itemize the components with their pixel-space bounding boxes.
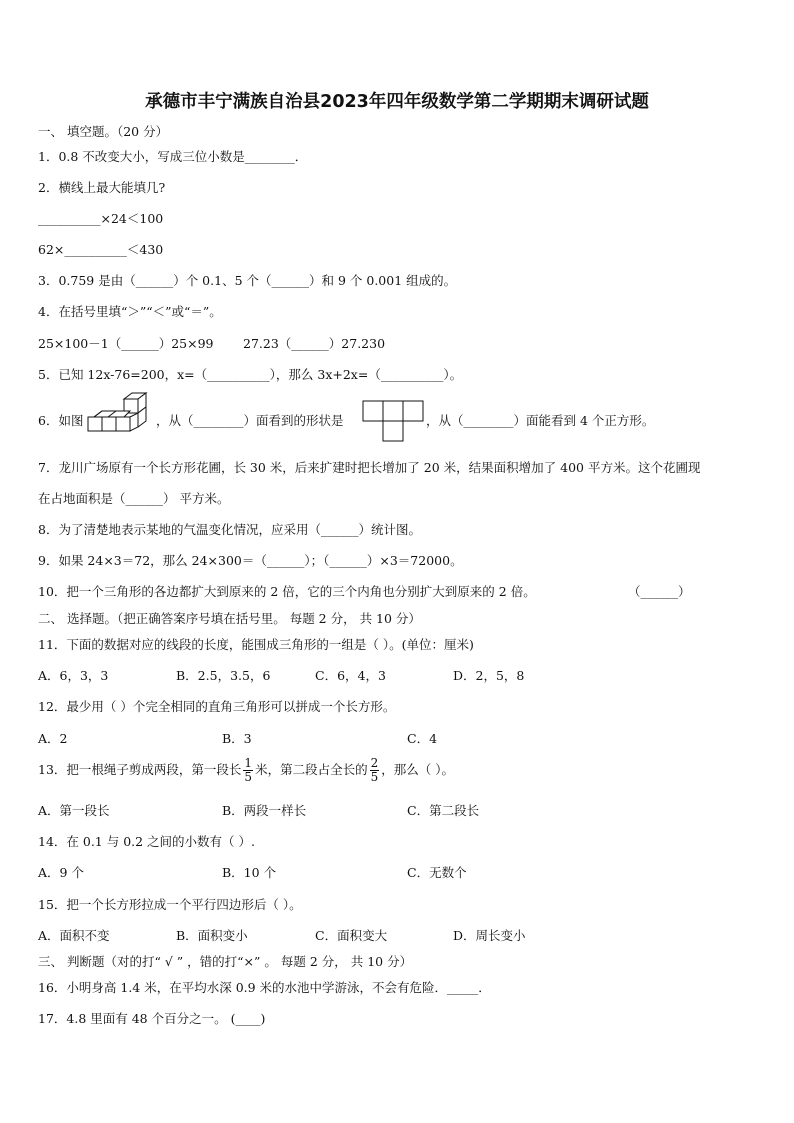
- section-fill-blank-heading: 一、 填空题。（20 分）: [38, 124, 169, 139]
- question-11-option-a: A．6，3，3: [38, 668, 109, 683]
- top-view-shape-figure: [362, 400, 424, 442]
- question-2: 2．横线上最大能填几?: [38, 180, 166, 195]
- question-11: 11．下面的数据对应的线段的长度，能围成三角形的一组是（ ）。(单位：厘米): [38, 637, 474, 652]
- question-15-option-b: B．面积变小: [176, 928, 248, 943]
- section-choice-heading: 二、 选择题。（把正确答案序号填在括号里。 每题 2 分， 共 10 分）: [38, 611, 421, 626]
- question-15-option-a: A．面积不变: [38, 928, 110, 943]
- question-6-part-1: 6．如图: [38, 413, 84, 428]
- question-14: 14．在 0.1 与 0.2 之间的小数有（ ）.: [38, 834, 256, 849]
- fraction-numerator: 1: [244, 756, 253, 770]
- question-17: 17．4.8 里面有 48 个百分之一。 (____): [38, 1011, 266, 1026]
- question-13-option-c: C．第二段长: [407, 803, 480, 818]
- question-1: 1．0.8 不改变大小，写成三位小数是________．: [38, 149, 308, 164]
- question-3: 3．0.759 是由（______）个 0.1、5 个（______）和 9 个 0.001 组成的。: [38, 273, 457, 288]
- question-6-part-2: ，从（________）面看到的形状是: [156, 413, 344, 428]
- question-16: 16．小明身高 1.4 米，在平均水深 0.9 米的水池中学游泳，不会有危险．_____．: [38, 980, 491, 995]
- question-15: 15．把一个长方形拉成一个平行四边形后（ ）。: [38, 897, 302, 912]
- question-12-option-c: C．4: [407, 731, 438, 746]
- question-13: [38, 757, 454, 784]
- exam-title: 承德市丰宁满族自治县2023年四年级数学第二学期期末调研试题: [145, 92, 649, 112]
- question-2-line-a: __________×24＜100: [38, 211, 164, 226]
- question-4-item-a: 25×100－1（______）25×99: [38, 336, 214, 351]
- question-10-answer-blank: （______）: [628, 584, 691, 599]
- question-7-line-1: 7．龙川广场原有一个长方形花圃，长 30 米，后来扩建时把长增加了 20 米，结果面积增加了 400 平方米。这个花圃现: [38, 460, 701, 475]
- question-14-option-a: A．9 个: [38, 865, 84, 880]
- question-12: 12．最少用（ ）个完全相同的直角三角形可以拼成一个长方形。: [38, 699, 396, 714]
- question-15-option-c: C．面积变大: [315, 928, 388, 943]
- cube-stack-figure: [86, 391, 154, 441]
- question-13-option-a: A．第一段长: [38, 803, 110, 818]
- question-13-part-2: 米，第二段占全长的: [255, 762, 368, 777]
- question-12-option-a: A．2: [38, 731, 68, 746]
- question-4: 4．在括号里填“＞”“＜”或“＝”。: [38, 304, 222, 319]
- question-11-option-c: C．6，4，3: [315, 668, 386, 683]
- question-8: 8．为了清楚地表示某地的气温变化情况，应采用（______）统计图。: [38, 522, 421, 537]
- fraction-one-fifth: [243, 757, 253, 784]
- question-7-line-2: 在占地面积是（______） 平方米。: [38, 491, 230, 506]
- question-6-part-3: ，从（________）面能看到 4 个正方形。: [426, 413, 655, 428]
- fraction-numerator: 2: [370, 756, 379, 770]
- section-true-false-heading: 三、 判断题（对的打“ √ ” ，错的打“×” 。 每题 2 分， 共 10 分）: [38, 954, 413, 969]
- fraction-denominator: 5: [244, 770, 253, 784]
- question-2-line-b: 62×__________＜430: [38, 242, 164, 257]
- question-14-option-c: C．无数个: [407, 865, 467, 880]
- question-10: 10．把一个三角形的各边都扩大到原来的 2 倍，它的三个内角也分别扩大到原来的 2 倍。: [38, 584, 536, 599]
- question-14-option-b: B．10 个: [222, 865, 277, 880]
- question-15-option-d: D．周长变小: [453, 928, 526, 943]
- question-9: 9．如果 24×3＝72，那么 24×300＝（______）；（______）×3＝72000。: [38, 553, 463, 568]
- question-13-part-3: ，那么（ ）。: [381, 762, 454, 777]
- question-13-option-b: B．两段一样长: [222, 803, 307, 818]
- question-12-option-b: B．3: [222, 731, 252, 746]
- question-13-part-1: 13．把一根绳子剪成两段，第一段长: [38, 762, 242, 777]
- question-4-item-b: 27.23（______）27.230: [243, 336, 386, 351]
- question-11-option-b: B．2.5，3.5，6: [176, 668, 271, 683]
- question-5: 5．已知 12x-76=200，x=（__________），那么 3x+2x=（__________）。: [38, 367, 463, 382]
- fraction-two-fifths: [370, 757, 380, 784]
- fraction-denominator: 5: [370, 770, 379, 784]
- question-11-option-d: D．2，5，8: [453, 668, 525, 683]
